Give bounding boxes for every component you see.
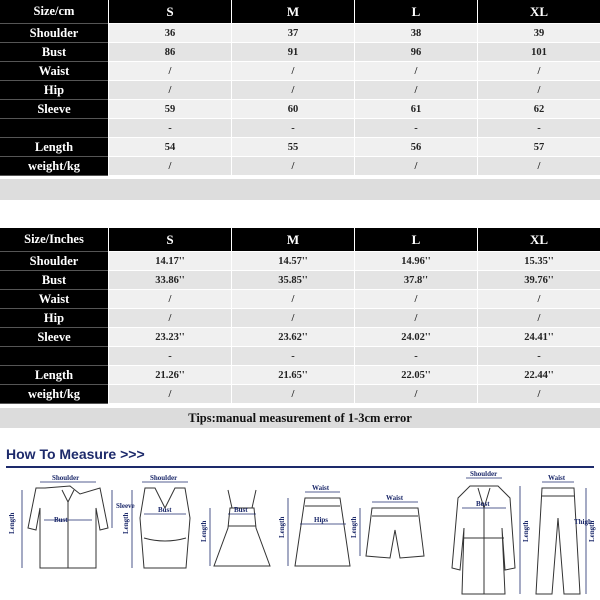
label-length: Length xyxy=(122,512,130,534)
table-cell: 101 xyxy=(477,43,600,62)
table-cell: - xyxy=(477,347,600,366)
table-row xyxy=(0,62,600,81)
table-cell: / xyxy=(108,290,231,309)
table-cell: 96 xyxy=(354,43,477,62)
header-size: M xyxy=(231,0,354,24)
table-cell: 37 xyxy=(231,24,354,43)
row-label: weight/kg xyxy=(0,385,108,404)
table-cell: / xyxy=(477,81,600,100)
table-cell: / xyxy=(477,290,600,309)
header-size: S xyxy=(108,0,231,24)
tips-note: Tips:manual measurement of 1-3cm error xyxy=(0,408,600,428)
table-cell: / xyxy=(354,385,477,404)
camisole-dress-figure xyxy=(214,490,270,566)
table-cell: / xyxy=(231,157,354,176)
table-cell: - xyxy=(354,119,477,138)
table-cell: / xyxy=(477,309,600,328)
table-row xyxy=(0,24,600,43)
row-label: Hip xyxy=(0,81,108,100)
table-cell: 36 xyxy=(108,24,231,43)
header-label: Size/cm xyxy=(0,0,108,24)
table-footer-band xyxy=(0,179,600,200)
table-cell: 24.02'' xyxy=(354,328,477,347)
table-row xyxy=(0,43,600,62)
table-cell: 37.8'' xyxy=(354,271,477,290)
measure-diagrams xyxy=(0,468,600,598)
table-cell: 14.96'' xyxy=(354,252,477,271)
table-cell: / xyxy=(108,309,231,328)
row-label xyxy=(0,119,108,138)
table-cell: 22.44'' xyxy=(477,366,600,385)
label-hips: Hips xyxy=(314,516,329,524)
table-row xyxy=(0,100,600,119)
row-label: Length xyxy=(0,138,108,157)
row-label: Length xyxy=(0,366,108,385)
table-row xyxy=(0,138,600,157)
label-length: Length xyxy=(8,512,16,534)
row-label: Waist xyxy=(0,290,108,309)
label-sleeve: Sleeve xyxy=(116,502,135,510)
table-row xyxy=(0,347,600,366)
table-header-row xyxy=(0,0,600,24)
table-cell: - xyxy=(231,347,354,366)
table-cell: - xyxy=(477,119,600,138)
table-header-row xyxy=(0,228,600,252)
label-length: Length xyxy=(200,520,208,542)
header-size: M xyxy=(231,228,354,252)
table-cell: 62 xyxy=(477,100,600,119)
table-cell: / xyxy=(477,62,600,81)
header-label: Size/Inches xyxy=(0,228,108,252)
table-cell: / xyxy=(354,290,477,309)
table-cell: 39.76'' xyxy=(477,271,600,290)
label-length: Length xyxy=(350,516,358,538)
table-cell: - xyxy=(354,347,477,366)
table-cell: / xyxy=(231,385,354,404)
table-cell: / xyxy=(108,62,231,81)
table-row xyxy=(0,157,600,176)
table-cell: / xyxy=(354,309,477,328)
size-table-cm xyxy=(0,0,600,176)
blouse-figure xyxy=(28,486,108,568)
shorts-figure xyxy=(366,508,424,558)
label-waist: Waist xyxy=(386,494,404,502)
label-length: Length xyxy=(278,516,286,538)
row-label: Sleeve xyxy=(0,328,108,347)
table-cell: 21.65'' xyxy=(231,366,354,385)
table-row xyxy=(0,252,600,271)
table-cell: 21.26'' xyxy=(108,366,231,385)
table-cell: / xyxy=(108,157,231,176)
table-row xyxy=(0,328,600,347)
trousers-figure xyxy=(536,488,580,594)
table-cell: 54 xyxy=(108,138,231,157)
table-cell: 59 xyxy=(108,100,231,119)
table-cell: 23.62'' xyxy=(231,328,354,347)
table-cell: 22.05'' xyxy=(354,366,477,385)
label-shoulder: Shoulder xyxy=(150,474,178,482)
skirt-figure xyxy=(295,498,350,566)
label-bust: Bust xyxy=(476,500,490,508)
row-label: Hip xyxy=(0,309,108,328)
table-cell: - xyxy=(231,119,354,138)
table-cell: / xyxy=(477,385,600,404)
row-label: Shoulder xyxy=(0,252,108,271)
table-cell: 15.35'' xyxy=(477,252,600,271)
label-waist: Waist xyxy=(548,474,566,482)
label-bust: Bust xyxy=(234,506,248,514)
label-thigh: Thigh xyxy=(574,518,592,526)
table-cell: 38 xyxy=(354,24,477,43)
table-cell: / xyxy=(108,385,231,404)
table-cell: - xyxy=(108,119,231,138)
table-row xyxy=(0,81,600,100)
label-bust: Bust xyxy=(54,516,68,524)
table-cell: 35.85'' xyxy=(231,271,354,290)
row-label: Shoulder xyxy=(0,24,108,43)
row-label: Bust xyxy=(0,43,108,62)
table-cell: / xyxy=(477,157,600,176)
table-cell: / xyxy=(354,62,477,81)
label-length: Length xyxy=(522,520,530,542)
how-to-measure-title: How To Measure >>> xyxy=(6,446,145,462)
table-row xyxy=(0,119,600,138)
table-cell: 14.17'' xyxy=(108,252,231,271)
table-row xyxy=(0,309,600,328)
table-cell: 86 xyxy=(108,43,231,62)
row-label xyxy=(0,347,108,366)
table-cell: 33.86'' xyxy=(108,271,231,290)
row-label: Bust xyxy=(0,271,108,290)
header-size: L xyxy=(354,228,477,252)
table-cell: / xyxy=(108,81,231,100)
header-size: XL xyxy=(477,0,600,24)
table-cell: / xyxy=(354,157,477,176)
table-cell: 55 xyxy=(231,138,354,157)
table-cell: 57 xyxy=(477,138,600,157)
header-size: S xyxy=(108,228,231,252)
table-row xyxy=(0,290,600,309)
row-label: Waist xyxy=(0,62,108,81)
table-cell: 24.41'' xyxy=(477,328,600,347)
table-cell: / xyxy=(231,81,354,100)
table-row xyxy=(0,366,600,385)
table-cell: 39 xyxy=(477,24,600,43)
table-cell: 60 xyxy=(231,100,354,119)
header-size: XL xyxy=(477,228,600,252)
table-cell: 56 xyxy=(354,138,477,157)
table-cell: - xyxy=(108,347,231,366)
table-cell: 61 xyxy=(354,100,477,119)
table-cell: / xyxy=(231,309,354,328)
table-row xyxy=(0,385,600,404)
row-label: weight/kg xyxy=(0,157,108,176)
vneck-top-figure xyxy=(140,488,190,568)
table-cell: 14.57'' xyxy=(231,252,354,271)
header-size: L xyxy=(354,0,477,24)
size-table-inches xyxy=(0,228,600,404)
table-cell: / xyxy=(354,81,477,100)
label-length: Length xyxy=(588,520,596,542)
label-bust: Bust xyxy=(158,506,172,514)
label-shoulder: Shoulder xyxy=(470,470,498,478)
label-shoulder: Shoulder xyxy=(52,474,80,482)
table-cell: / xyxy=(231,290,354,309)
table-cell: 91 xyxy=(231,43,354,62)
table-cell: 23.23'' xyxy=(108,328,231,347)
table-row xyxy=(0,271,600,290)
table-cell: / xyxy=(231,62,354,81)
label-waist: Waist xyxy=(312,484,330,492)
row-label: Sleeve xyxy=(0,100,108,119)
